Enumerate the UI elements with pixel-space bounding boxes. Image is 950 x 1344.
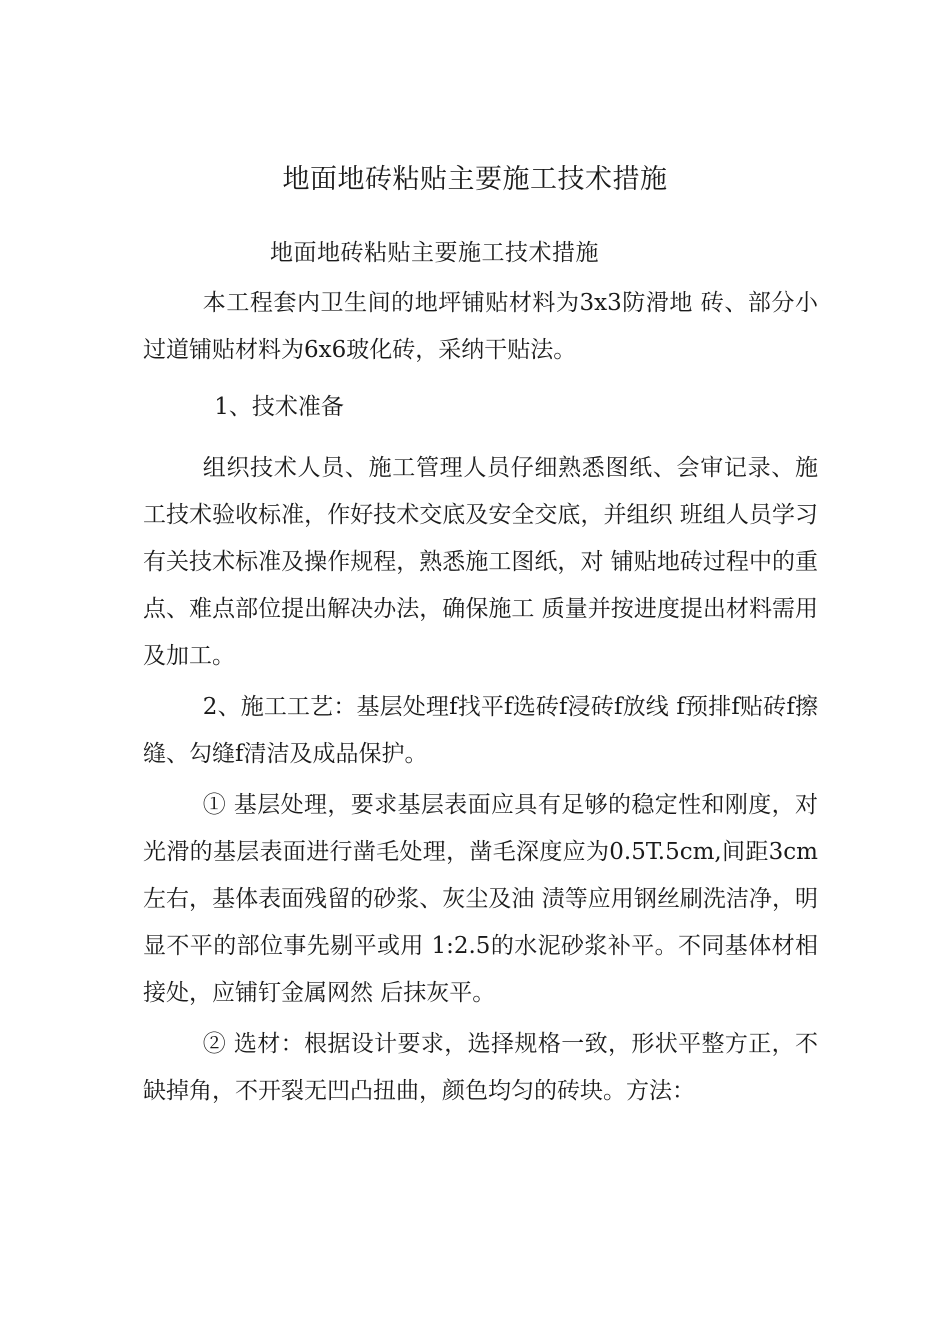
paragraph-technical-preparation: 组织技术人员、施工管理人员仔细熟悉图纸、会审记录、施工技术验收标准，作好技术交底及安全交底，并组织 班组人员学习有关技术标准及操作规程，熟悉施工图纸，对 铺贴地砖过程中的重点、难点部位提出解决办法，确保施工 质量并按进度提出材料需用及加工。 (143, 455, 818, 669)
paragraph-material-selection: ② 选材：根据设计要求，选择规格一致，形状平整方正，不缺掉角，不开裂无凹凸扭曲，颜色均匀的砖块。方法： (143, 1031, 818, 1104)
section-heading-technical-preparation: 1、技术准备 (214, 394, 344, 420)
paragraph-base-treatment: ① 基层处理，要求基层表面应具有足够的稳定性和刚度，对光滑的基层表面进行凿毛处理，凿毛深度应为0.5T.5cm,间距3cm左右，基体表面残留的砂浆、灰尘及油 渍等应用钢丝刷洗洁净，明显不平的部位事先剔平或用 1:2.5的水泥砂浆补平。不同基体材相接处，应铺钉金属网然 后抹灰平。 (143, 792, 818, 1006)
document-title: 地面地砖粘贴主要施工技术措施 (282, 164, 668, 195)
document-subtitle: 地面地砖粘贴主要施工技术措施 (270, 240, 599, 266)
paragraph-construction-process: 2、施工工艺：基层处理f找平f选砖f浸砖f放线 f预排f贴砖f擦缝、勾缝f清洁及成品保护。 (143, 694, 818, 767)
paragraph-intro: 本工程套内卫生间的地坪铺贴材料为3x3防滑地 砖、部分小过道铺贴材料为6x6玻化砖，采纳干贴法。 (143, 290, 818, 363)
document-body (143, 280, 818, 1115)
